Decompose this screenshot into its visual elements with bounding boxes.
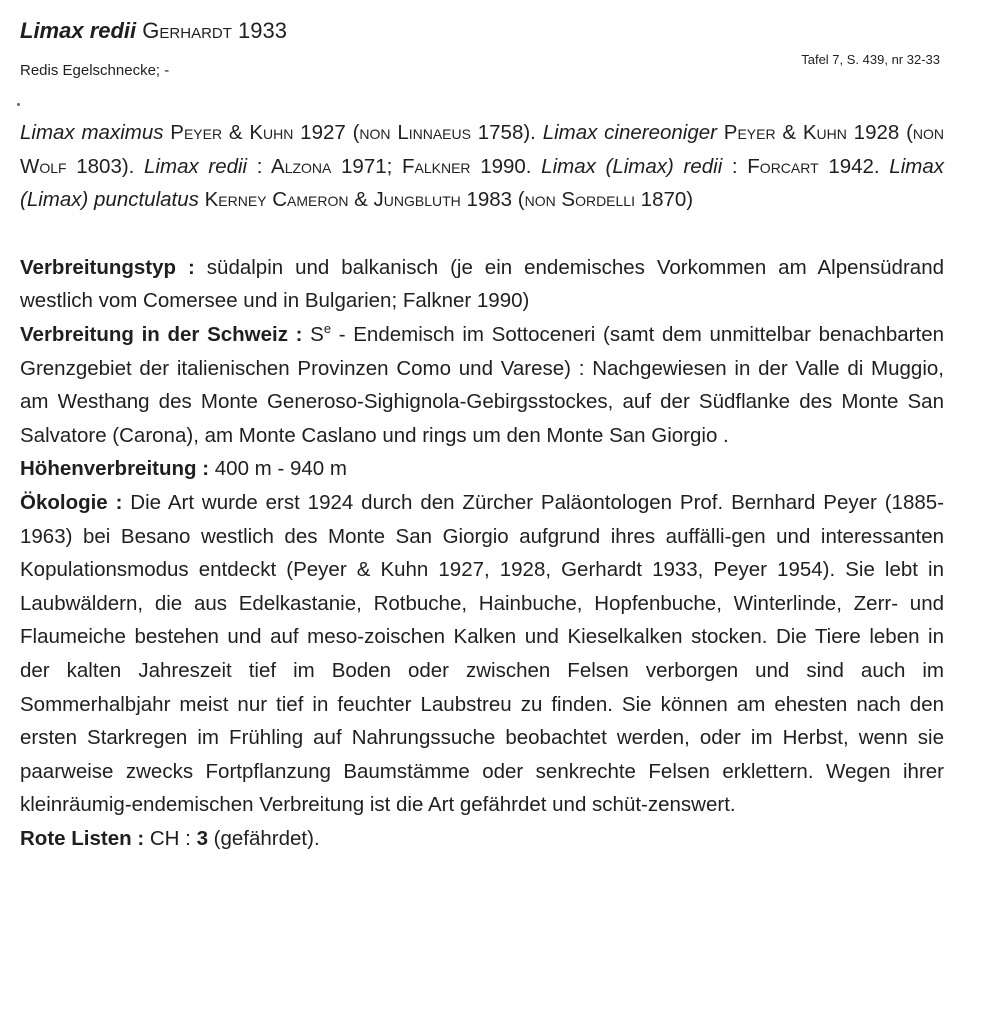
common-name: Redis Egelschnecke; - [20,62,170,79]
section-label: Höhenverbreitung : [20,457,210,481]
synonym-ref: Peyer & Kuhn 1927 (non Linnaeus 1758). [163,121,543,144]
section-label: Rote Listen : [20,826,145,850]
section-label: Verbreitungstyp : [20,255,195,279]
synonym-ref: Kerney Cameron & Jungbluth 1983 (non Sordelli 1870) [198,188,694,212]
synonym-ref: Peyer & Kuhn 1928 (non Wolf 1803). [20,121,945,178]
region-sup: e [323,321,332,337]
synonym-name: Limax maximus [20,121,164,144]
section-text: CH : [144,826,197,850]
section-verbreitungstyp [20,251,944,318]
synonymy [20,116,944,217]
synonym-name: Limax (Limax) punctulatus [20,154,944,212]
section-text: Die Art wurde erst 1924 durch den Zürcher Paläontologen Prof. Bernhard Peyer (1885-1963) bei Besano westlich des Monte San Giorgio aufgrund ihres auffälli-gen und interessanten Kopulationsmodus entdeckt (Peyer & Kuhn 1927, 1928, Gerhardt 1933, Peyer 1954). Sie lebt in Laubwäldern, die aus Edelkastanie, Rotbuche, Hainbuche, Hopfenbuche, Winterlinde, Zerr- und Flaumeiche bestehen und auf meso-zoischen Kalken und Kieselkalken stocken. Die Tiere leben in der kalten Jahreszeit tief im Boden oder zwischen Felsen verborgen und sind auch im Sommerhalbjahr meist nur tief in feuchter Laubstreu zu finden. Sie können am ehesten nach den ersten Starkregen im Frühling auf Nahrungssuche beobachtet werden, oder im Herbst, wenn sie paarweise zwecks Fortpflanzung Baumstämme oder senkrechte Felsen erklettern. Wegen ihrer kleinräumig-endemischen Verbreitung ist die Art gefährdet und schüt-zenswert. [20,490,944,817]
section-text: südalpin und balkanisch (je ein endemisches Vorkommen am Alpensüdrand westlich vom Comersee und in Bulgarien; Falkner 1990) [20,255,944,313]
section-label: Ökologie : [20,490,123,514]
synonym-name: Limax redii [144,154,248,178]
section-rote-listen [20,822,944,856]
speck-mark [17,103,20,106]
section-oekologie [20,486,944,822]
synonym-ref: : Forcart 1942. [722,154,890,178]
red-list-category: 3 [196,826,208,850]
section-hoehe [20,452,944,486]
spacer [20,217,944,251]
section-text: - Endemisch im Sottoceneri (samt dem unmittelbar benachbarten Grenzgebiet der italienischen Provinzen Como und Varese) : Nachgewiesen in der Valle di Muggio, am Westhang des Monte Generoso-Sighignola-Gebirgsstockes, auf der Südflanke des Monte San Salvatore (Carona), am Monte Caslano und rings um den Monte San Giorgio . [20,322,944,447]
synonym-ref: : Alzona 1971; Falkner 1990. [247,154,542,178]
synonym-name: Limax cinereoniger [542,121,717,144]
body-text [20,116,944,855]
section-text: (gefährdet). [207,826,320,850]
species-author: Gerhardt 1933 [142,18,287,43]
section-label: Verbreitung in der Schweiz : [20,322,303,346]
section-schweiz [20,318,944,452]
region-code: S [302,322,324,346]
synonym-name: Limax (Limax) redii [541,154,723,178]
plate-reference: Tafel 7, S. 439, nr 32-33 [801,52,940,67]
section-text: 400 m - 940 m [209,457,347,481]
species-name: Limax redii [20,18,137,43]
species-title [20,18,287,44]
